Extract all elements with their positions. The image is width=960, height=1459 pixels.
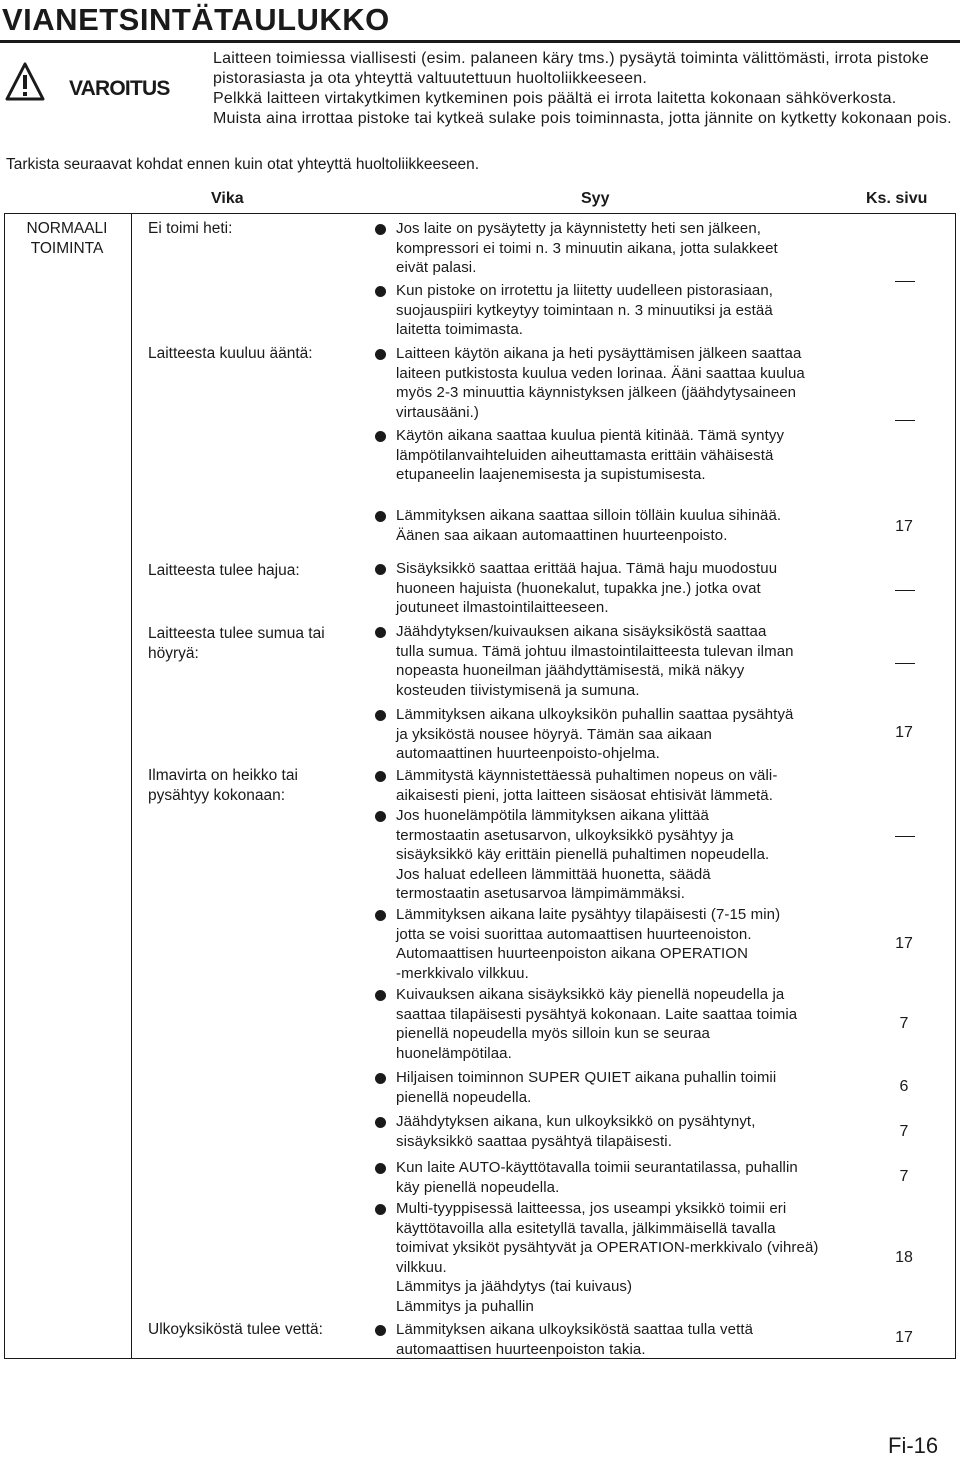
page-ref-dash: [895, 281, 915, 282]
cause-item: Sisäyksikkö saattaa erittää hajua. Tämä haju muodostuu huoneen hajuista (huonekalut, tupakka jne.) jotka ovat joutuneet ilmastointilaitteeseen.: [375, 559, 855, 618]
cause-item: Lämmityksen aikana ulkoyksiköstä saattaa tulla vettä automaattisen huurteenpoiston takia.: [375, 1320, 855, 1359]
page-ref-dash: [895, 590, 915, 591]
bullet-icon: [375, 286, 386, 297]
bullet-icon: [375, 224, 386, 235]
bullet-icon: [375, 1325, 386, 1336]
warning-line: Muista aina irrottaa pistoke tai kytkeä sulake pois toiminnasta, jotta jännite on kytketty kokonaan pois.: [213, 110, 952, 127]
page-title: VIANETSINTÄTAULUKKO: [2, 2, 390, 37]
page-ref: 7: [899, 1015, 909, 1032]
bullet-icon: [375, 627, 386, 638]
page-ref: 17: [895, 518, 913, 535]
header-page: Ks. sivu: [866, 190, 928, 207]
bullet-icon: [375, 771, 386, 782]
bullet-icon: [375, 1073, 386, 1084]
warning-text: [213, 49, 953, 129]
page-ref-dash: [895, 420, 915, 421]
section-label: [8, 219, 126, 259]
bullet-icon: [375, 1204, 386, 1215]
cause-item: Lämmitystä käynnistettäessä puhaltimen nopeus on väli- aikaisesti pieni, jotta laitteen sisäosat ehtisivät lämmetä.: [375, 766, 855, 805]
cause-item: Lämmityksen aikana ulkoyksikön puhallin saattaa pysähtyä ja yksiköstä nousee höyryä. Tämän saa aikaan automaattinen huurteenpoisto-ohjelma.: [375, 705, 855, 764]
cause-item: Multi-tyyppisessä laitteessa, jos useampi yksikkö toimii eri käyttötavoilla alla esitetyllä tavalla, jälkimmäisellä tavalla toimivat yksiköt pysähtyvät ja OPERATION-merkkivalo (vihreä) vilkkuu. Lämmitys ja jäähdytys (tai kuivaus) Lämmitys ja puhallin: [375, 1199, 855, 1316]
bullet-icon: [375, 564, 386, 575]
bullet-icon: [375, 349, 386, 360]
page-number: Fi-16: [888, 1433, 939, 1458]
page-ref: 7: [899, 1168, 909, 1185]
warning-label: VAROITUS: [69, 77, 170, 100]
table-divider: [131, 213, 132, 1359]
title-rule: [0, 40, 960, 43]
cause-item: Lämmityksen aikana laite pysähtyy tilapäisesti (7-15 min) jotta se voisi suorittaa automaattisen huurteenoiston. Automaattisen huurteenpoiston aikana OPERATION -merkkivalo vilkkuu.: [375, 905, 855, 983]
warning-line: Pelkkä laitteen virtakytkimen kytkeminen pois päältä ei irrota laitetta kokonaan sähköverkosta.: [213, 90, 897, 107]
page-ref: 17: [895, 935, 913, 952]
bullet-icon: [375, 710, 386, 721]
page-ref: 17: [895, 724, 913, 741]
cause-item: Kun laite AUTO-käyttötavalla toimii seurantatilassa, puhallin käy pienellä nopeudella.: [375, 1158, 855, 1197]
fault-label: Ulkoyksiköstä tulee vettä:: [148, 1321, 323, 1338]
cause-item: Jos huonelämpötila lämmityksen aikana ylittää termostaatin asetusarvon, ulkoyksikkö pysähtyy ja sisäyksikkö käy erittäin pienellä puhaltimen nopeudella. Jos haluat edelleen lämmittää huonetta, säädä termostaatin asetusarvoa lämpimämmäksi.: [375, 806, 855, 904]
header-cause: Syy: [581, 190, 610, 207]
bullet-icon: [375, 990, 386, 1001]
cause-item: Kuivauksen aikana sisäyksikkö käy pienellä nopeudella ja saattaa tilapäisesti pysähtyä kokonaan. Laite saattaa toimia pienellä nopeudella myös silloin kun se seuraa huonelämpötilaa.: [375, 985, 855, 1063]
page-ref: 6: [899, 1078, 909, 1095]
cause-item: Käytön aikana saattaa kuulua pientä kitinää. Tämä syntyy lämpötilanvaihteluiden aiheuttamasta erittäin vähäisestä etupaneelin laajenemisesta ja supistumisesta.: [375, 426, 855, 485]
fault-label: Ei toimi heti:: [148, 220, 233, 237]
cause-item: Jäähdytyksen aikana, kun ulkoyksikkö on pysähtynyt, sisäyksikkö saattaa pysähtyä tilapäisesti.: [375, 1112, 855, 1151]
page-ref-dash: [895, 836, 915, 837]
fault-label: Laitteesta tulee sumua tai höyryä:: [148, 625, 325, 662]
header-fault: Vika: [211, 190, 244, 207]
fault-label: Laitteesta kuuluu ääntä:: [148, 345, 313, 362]
page-ref-dash: [895, 663, 915, 664]
bullet-icon: [375, 1117, 386, 1128]
section-label-line: NORMAALI: [26, 220, 108, 237]
page-ref: 17: [895, 1329, 913, 1346]
bullet-icon: [375, 431, 386, 442]
bullet-icon: [375, 910, 386, 921]
cause-item: Lämmityksen aikana saattaa silloin tölläin kuulua sihinää. Äänen saa aikaan automaattinen huurteenpoisto.: [375, 506, 855, 545]
warning-triangle-icon: [5, 62, 45, 102]
bullet-icon: [375, 811, 386, 822]
section-label-line: TOIMINTA: [30, 240, 104, 257]
page-ref: 18: [895, 1249, 913, 1266]
bullet-icon: [375, 1163, 386, 1174]
bullet-icon: [375, 511, 386, 522]
warning-line: Laitteen toimiessa viallisesti (esim. palaneen käry tms.) pysäytä toiminta välittömästi, irrota pistoke pistorasiasta ja ota yhteyttä valtuutettuun huoltoliikkeeseen.: [213, 50, 929, 87]
fault-label: Laitteesta tulee hajua:: [148, 562, 300, 579]
cause-item: Kun pistoke on irrotettu ja liitetty uudelleen pistorasiaan, suojauspiiri kytkeytyy toimintaan n. 3 minuutiksi ja estää laitetta toimimasta.: [375, 281, 855, 340]
cause-item: Hiljaisen toiminnon SUPER QUIET aikana puhallin toimii pienellä nopeudella.: [375, 1068, 855, 1107]
cause-item: Jäähdytyksen/kuivauksen aikana sisäyksiköstä saattaa tulla sumua. Tämä johtuu ilmastointilaitteesta tulevan ilman nopeasta huoneilman jäähdyttämisestä, mikä näkyy kosteuden tiivistymisenä ja sumuna.: [375, 622, 855, 700]
cause-item: Laitteen käytön aikana ja heti pysäyttämisen jälkeen saattaa laiteen putkistosta kuulua veden lorinaa. Ääni saattaa kuulua myös 2-3 minuuttia käynnistyksen jälkeen (jäähdytysaineen virtausääni.): [375, 344, 855, 422]
cause-item: Jos laite on pysäytetty ja käynnistetty heti sen jälkeen, kompressori ei toimi n. 3 minuutin aikana, jotta sulakkeet eivät palasi.: [375, 219, 855, 278]
page-ref: 7: [899, 1123, 909, 1140]
intro-text: Tarkista seuraavat kohdat ennen kuin otat yhteyttä huoltoliikkeeseen.: [6, 156, 480, 173]
fault-label: Ilmavirta on heikko tai pysähtyy kokonaan:: [148, 767, 298, 804]
